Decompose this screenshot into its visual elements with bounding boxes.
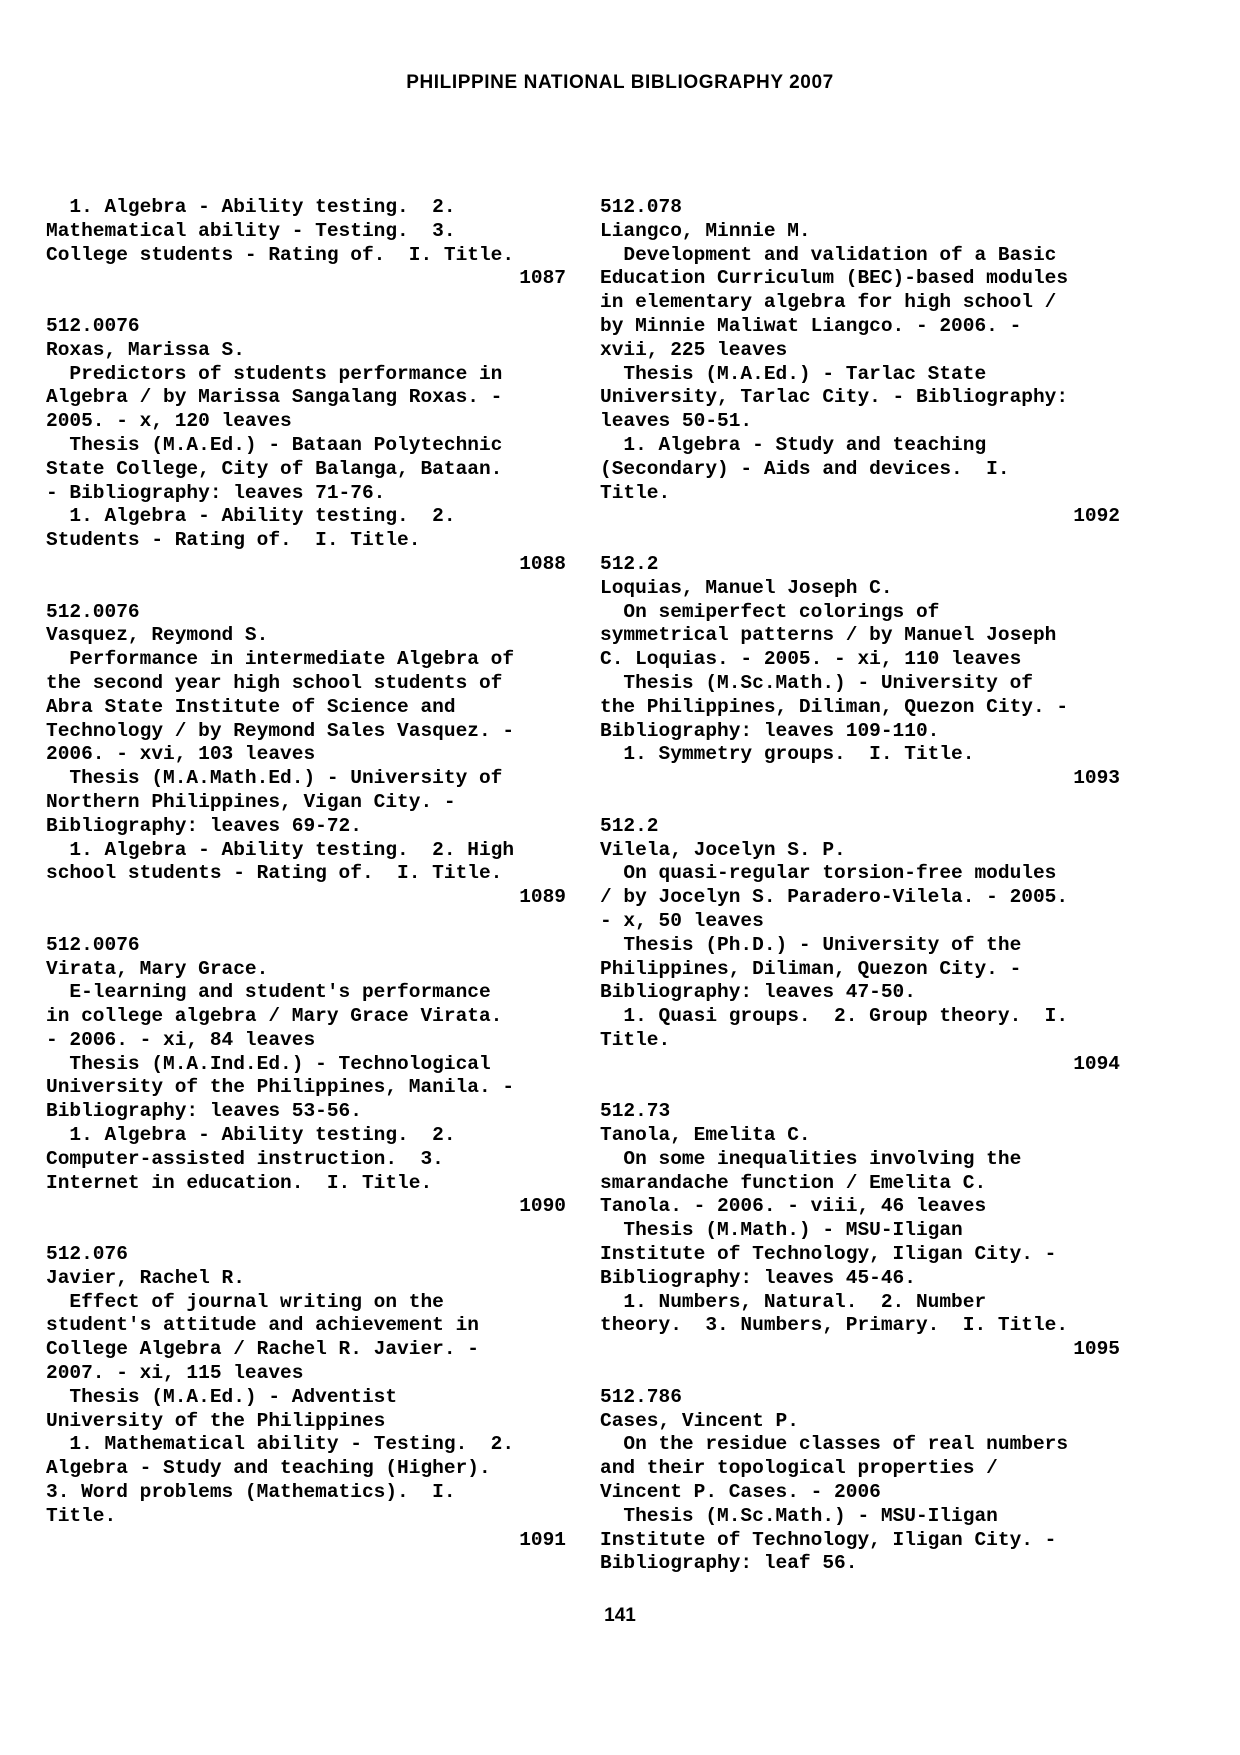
entry-line: 1. Algebra - Ability testing. 2.	[46, 505, 456, 528]
entry-line: Thesis (M.A.Ed.) - Adventist	[46, 1385, 398, 1408]
entry-line: C. Loquias. - 2005. - xi, 110 leaves	[600, 648, 1022, 671]
entry-line: Liangco, Minnie M.	[600, 219, 811, 242]
entry-line: - Bibliography: leaves 71-76.	[46, 481, 386, 504]
entry-line: E-learning and student's performance	[46, 981, 491, 1004]
entry-line: On quasi-regular torsion-free modules	[600, 862, 1057, 885]
entry-line: 512.076	[46, 1243, 128, 1266]
entry-line: 512.0076	[46, 314, 140, 337]
entry-number: 1090	[519, 1195, 566, 1218]
entry-line: xvii, 225 leaves	[600, 338, 788, 361]
entry-line: Bibliography: leaves 45-46.	[600, 1266, 916, 1289]
entry-line: Algebra - Study and teaching (Higher).	[46, 1457, 491, 1480]
entry-line: Development and validation of a Basic	[600, 243, 1057, 266]
entry-line: Algebra / by Marissa Sangalang Roxas. -	[46, 386, 503, 409]
entry-number: 1094	[1073, 1052, 1120, 1075]
entry-line: Cases, Vincent P.	[600, 1409, 799, 1432]
entry-line: Students - Rating of. I. Title.	[46, 529, 421, 552]
bibliography-entry	[46, 1243, 566, 1552]
entry-line: Internet in education. I. Title.	[46, 1171, 433, 1194]
entry-line: Thesis (M.A.Ed.) - Bataan Polytechnic	[46, 433, 503, 456]
entry-line: Philippines, Diliman, Quezon City. -	[600, 957, 1022, 980]
entry-number: 1089	[519, 886, 566, 909]
entry-line: College students - Rating of. I. Title.	[46, 243, 515, 266]
page-header: PHILIPPINE NATIONAL BIBLIOGRAPHY 2007	[406, 72, 834, 93]
entry-line: Thesis (M.Sc.Math.) - MSU-Iligan	[600, 1504, 998, 1527]
bibliography-entry	[600, 553, 1120, 791]
entry-line: the Philippines, Diliman, Quezon City. -	[600, 695, 1069, 718]
entry-line: 1. Numbers, Natural. 2. Number	[600, 1290, 987, 1313]
bibliography-entry	[600, 815, 1120, 1077]
entry-line: Effect of journal writing on the	[46, 1290, 444, 1313]
bibliography-entry	[600, 196, 1120, 529]
bibliography-entry	[600, 1386, 1120, 1576]
entry-line: Technology / by Reymond Sales Vasquez. -	[46, 719, 515, 742]
entry-line: Bibliography: leaves 53-56.	[46, 1100, 362, 1123]
entry-line: Institute of Technology, Iligan City. -	[600, 1528, 1057, 1551]
entry-line: Bibliography: leaf 56.	[600, 1552, 858, 1575]
entry-line: Computer-assisted instruction. 3.	[46, 1147, 444, 1170]
bibliography-entry	[46, 315, 566, 577]
entry-gap	[46, 910, 566, 934]
entry-line: Performance in intermediate Algebra of	[46, 648, 515, 671]
entry-line: Title.	[46, 1504, 117, 1527]
entry-line: College Algebra / Rachel R. Javier. -	[46, 1338, 479, 1361]
entry-gap	[600, 1362, 1120, 1386]
entry-number: 1088	[519, 552, 566, 575]
left-column	[46, 196, 566, 1552]
entry-line: 1. Algebra - Ability testing. 2.	[46, 196, 456, 218]
entry-line: and their topological properties /	[600, 1457, 998, 1480]
entry-line: Bibliography: leaves 69-72.	[46, 814, 362, 837]
entry-line: Thesis (M.A.Math.Ed.) - University of	[46, 767, 503, 790]
entry-line: On semiperfect colorings of	[600, 600, 940, 623]
entry-line: Northern Philippines, Vigan City. -	[46, 790, 456, 813]
entry-line: 512.73	[600, 1100, 671, 1123]
entry-line: 1. Symmetry groups. I. Title.	[600, 743, 975, 766]
entry-line: 2005. - x, 120 leaves	[46, 410, 292, 433]
entry-line: Education Curriculum (BEC)-based modules	[600, 267, 1069, 290]
entry-line: Thesis (M.Math.) - MSU-Iligan	[600, 1219, 963, 1242]
entry-line: 1. Algebra - Ability testing. 2. High	[46, 838, 515, 861]
entry-line: Vincent P. Cases. - 2006	[600, 1481, 881, 1504]
entry-line: Thesis (Ph.D.) - University of the	[600, 933, 1022, 956]
entry-gap	[46, 1219, 566, 1243]
entry-number: 1087	[519, 267, 566, 290]
entry-line: On some inequalities involving the	[600, 1147, 1022, 1170]
entry-line: 512.0076	[46, 933, 140, 956]
page-number: 141	[604, 1605, 636, 1626]
entry-line: 1. Mathematical ability - Testing. 2.	[46, 1433, 515, 1456]
entry-line: Predictors of students performance in	[46, 362, 503, 385]
entry-line: State College, City of Balanga, Bataan.	[46, 457, 503, 480]
entry-line: / by Jocelyn S. Paradero-Vilela. - 2005.	[600, 886, 1069, 909]
entry-line: Title.	[600, 1028, 671, 1051]
entry-line: in elementary algebra for high school /	[600, 291, 1057, 314]
entry-line: Bibliography: leaves 109-110.	[600, 719, 940, 742]
entry-line: University, Tarlac City. - Bibliography:	[600, 386, 1069, 409]
entry-number: 1092	[1073, 505, 1120, 528]
entry-line: 512.0076	[46, 600, 140, 623]
entry-line: Vasquez, Reymond S.	[46, 624, 269, 647]
entry-gap	[600, 1076, 1120, 1100]
entry-line: Thesis (M.Sc.Math.) - University of	[600, 671, 1033, 694]
entry-line: Abra State Institute of Science and	[46, 695, 456, 718]
entry-gap	[46, 291, 566, 315]
entry-line: University of the Philippines	[46, 1409, 386, 1432]
entry-line: On the residue classes of real numbers	[600, 1433, 1069, 1456]
entry-line: Bibliography: leaves 47-50.	[600, 981, 916, 1004]
entry-line: (Secondary) - Aids and devices. I.	[600, 457, 1010, 480]
entry-line: Javier, Rachel R.	[46, 1266, 245, 1289]
entry-number: 1095	[1073, 1338, 1120, 1361]
bibliography-entry	[600, 1100, 1120, 1362]
entry-line: 1. Quasi groups. 2. Group theory. I.	[600, 1005, 1069, 1028]
entry-line: Institute of Technology, Iligan City. -	[600, 1243, 1057, 1266]
entry-line: 3. Word problems (Mathematics). I.	[46, 1481, 456, 1504]
entry-gap	[600, 791, 1120, 815]
entry-line: 2007. - xi, 115 leaves	[46, 1362, 304, 1385]
entry-line: 512.078	[600, 196, 682, 218]
bibliography-entry	[46, 601, 566, 910]
entry-line: Vilela, Jocelyn S. P.	[600, 838, 846, 861]
entry-line: Roxas, Marissa S.	[46, 338, 245, 361]
entry-line: Thesis (M.A.Ed.) - Tarlac State	[600, 362, 987, 385]
entry-line: 1. Algebra - Study and teaching	[600, 433, 987, 456]
entry-line: - 2006. - xi, 84 leaves	[46, 1028, 316, 1051]
bibliography-entry	[46, 934, 566, 1220]
entry-line: theory. 3. Numbers, Primary. I. Title.	[600, 1314, 1069, 1337]
entry-line: Title.	[600, 481, 671, 504]
entry-line: in college algebra / Mary Grace Virata.	[46, 1005, 503, 1028]
entry-line: Mathematical ability - Testing. 3.	[46, 219, 456, 242]
entry-line: by Minnie Maliwat Liangco. - 2006. -	[600, 314, 1022, 337]
entry-line: smarandache function / Emelita C.	[600, 1171, 987, 1194]
entry-number: 1091	[519, 1528, 566, 1551]
entry-line: Loquias, Manuel Joseph C.	[600, 576, 893, 599]
entry-line: 512.2	[600, 814, 659, 837]
entry-line: University of the Philippines, Manila. -	[46, 1076, 515, 1099]
entry-line: school students - Rating of. I. Title.	[46, 862, 503, 885]
entry-gap	[46, 577, 566, 601]
entry-line: Thesis (M.A.Ind.Ed.) - Technological	[46, 1052, 491, 1075]
entry-line: - x, 50 leaves	[600, 909, 764, 932]
entry-line: 2006. - xvi, 103 leaves	[46, 743, 316, 766]
entry-line: leaves 50-51.	[600, 410, 753, 433]
entry-line: 512.786	[600, 1385, 682, 1408]
entry-line: symmetrical patterns / by Manuel Joseph	[600, 624, 1057, 647]
entry-gap	[600, 529, 1120, 553]
right-column	[600, 196, 1120, 1576]
entry-line: 512.2	[600, 552, 659, 575]
entry-number: 1093	[1073, 767, 1120, 790]
bibliography-entry	[46, 196, 566, 291]
entry-line: 1. Algebra - Ability testing. 2.	[46, 1124, 456, 1147]
entry-line: Tanola, Emelita C.	[600, 1124, 811, 1147]
entry-line: student's attitude and achievement in	[46, 1314, 479, 1337]
entry-line: Tanola. - 2006. - viii, 46 leaves	[600, 1195, 987, 1218]
entry-line: the second year high school students of	[46, 671, 503, 694]
entry-line: Virata, Mary Grace.	[46, 957, 269, 980]
